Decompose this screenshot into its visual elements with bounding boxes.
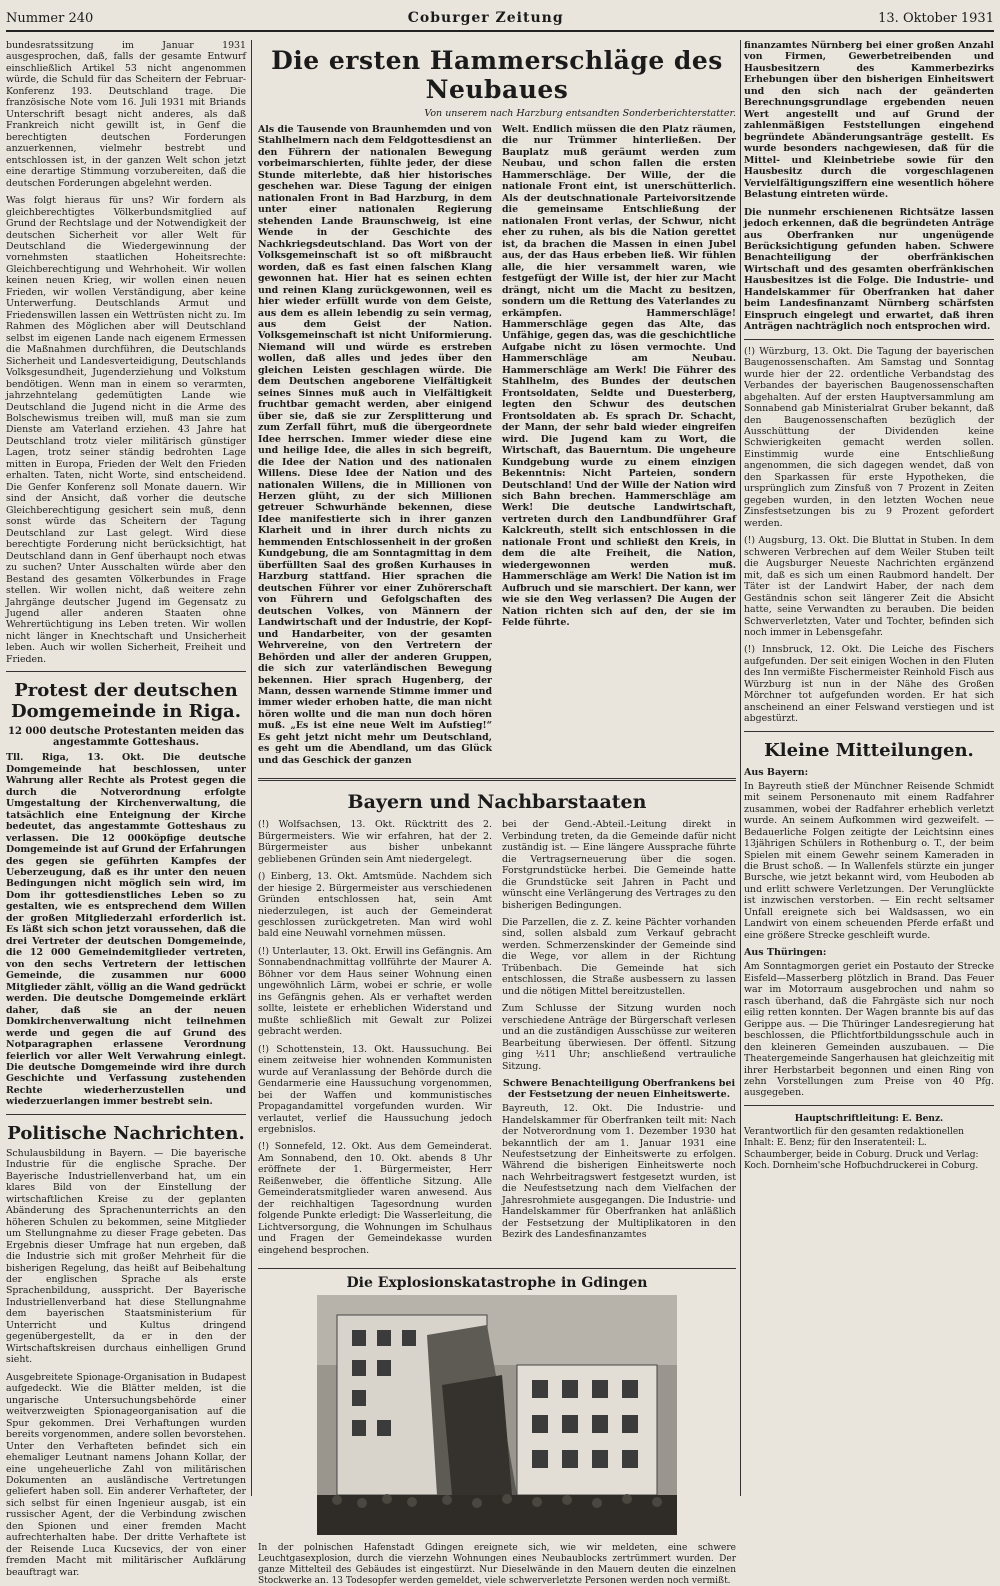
lead-byline: Von unserem nach Harzburg entsandten Sonderberichterstatter. bbox=[424, 108, 736, 119]
column-rule bbox=[251, 40, 252, 1496]
region-heading: Aus Bayern: bbox=[744, 766, 809, 778]
building-ruin-image bbox=[317, 1295, 677, 1535]
lead-text-right: Welt. Endlich müssen die den Platz räumen, die nur Trümmer hinterließen. Der Bauplatz muß geräumt werden zum Neubau, und schon fallen die ersten Hammerschläge. Der Wille, der die nationale Front eint, ist unerschütterlich. Als der deutschnationale Parteivorsitzende die gemeinsame Entschließung der nationalen Front verlas, der Schwur, nicht eher zu ruhen, als bis die Nation gerettet ist, da brachen die Massen in einen Jubel aus, der das Haus erbeben ließ. Wir fühlen alle, die hier versammelt waren, wie festgefügt der Wille ist, der hier zur Macht drängt, nicht um die Macht zu besitzen, sondern um die Rettung des Vaterlandes zu erkämpfen. Hammerschläge! Hammerschläge gegen das Alte, das Unfähige, gegen das, was die geschichtliche Aufgabe nicht zu lösen vermochte. Und Hammerschläge am Neubau. Hammerschläge am Werk! Die Führer des Stahlhelm, des Bundes der deutschen Frontsoldaten, Seldte und Duesterberg, legten den Schwur des deutschen Frontsoldaten ab. Es sprach Dr. Schacht, der Mann, der sehr bald wieder eingreifen wird. Die Jugend kam zu Wort, die Wirtschaft, das Bauerntum. Die ungeheure Kundgebung wurde zu einem einzigen Bekenntnis: Nicht Parteien, sondern Deutschland! Und der Wille der Nation wird sich Bahn brechen. Hammerschläge am Werk! Die deutsche Landwirtschaft, vertreten durch den Landbundführer Graf Kalckreuth, stellt sich entschlossen in die nationale Front und schließt den Kreis, in dem die alte Freiheit, die Nation, wiedergewonnen werden muß. Hammerschläge am Werk! Die Nation ist im Aufbruch und sie marschiert. Der kann, wer wie sie den Weg verlassen? Die Augen der Nation richten sich auf den, der sie im Felde führte. bbox=[502, 124, 736, 629]
riga-headline: Protest der deutschen Domgemeinde in Riga. bbox=[11, 680, 241, 723]
news-item: () Einberg, 13. Okt. Amtsmüde. Nachdem sich der hiesige 2. Bürgermeister aus verschiedenen Gründen entschlossen hat, sein Amt niederzulegen, ist auch der Gemeinderat geschlossen zurückgetreten. Man wird wohl bald eine Neuwahl vornehmen müssen. bbox=[258, 871, 492, 940]
news-item: (!) Unterlauter, 13. Okt. Erwill ins Gefängnis. Am Sonnabendnachmittag vollführte der Maurer A. Böhner vor dem Haus seiner Wohnung einen ungewöhnlich Lärm, wobei er schrie, er wolle ins Gefängnis gehen. Als er verhaftet werden sollte, leistete er erheblichen Widerstand und mußte schließlich mit Gewalt zur Polizei gebracht werden. bbox=[258, 945, 492, 1038]
oberfranken-text: Bayreuth, 12. Okt. Die Industrie- und Handelskammer für Oberfranken teilt mit: Nach der Notverordnung vom 1. Dezember 1930 hat bekanntlich der am 1. Januar 1931 eine Neufestsetzung der Einheitswerte zu erfolgen. Während die bisherigen Einheitswerte noch nach Wehrbeitragswert festgesetzt wurden, ist die Neufestsetzung nach dem Vielfachen der Jahresrohmiete ausgegangen. Die Industrie- und Handelskammer für Oberfranken hat anläßlich der Festsetzung der Multiplikatoren in den Bezirk des Landesfinanzamtes bbox=[502, 1103, 736, 1241]
news-item: In Bayreuth stieß der Münchner Reisende Schmidt mit seinem Personenauto mit einem Radfahrer zusammen, wobei der Radfahrer erheblich verletzt wurde. An seinem Aufkommen wird gezweifelt. — Bedauerliche Folgen zeitigte der Leichtsinn eines 13jährigen Schülers in Rothenburg o. T., der beim Spielen mit einem Gewehr seinem Kameraden in die Brust schoß. — In Wallenfels stürzte ein junger Bursche, wie jetzt bekannt wird, vom Heuboden ab und erlitt schwere Verletzungen. Der Verunglückte ist inzwischen verstorben. — Ein recht seltsamer Unfall ereignete sich bei Waldsassen, wo ein Landwirt von einem scheuenden Pferde erfaßt und eine größere Strecke geschleift wurde. bbox=[744, 780, 994, 941]
divider bbox=[744, 731, 994, 732]
article-text: finanzamtes Nürnberg bei einer großen Anzahl von Firmen, Gewerbetreibenden und Hausbesitzern des Kammerbezirks Erhebungen über den bisherigen Einheitswert und den sich nach der geänderten Berechnungsgrundlage ergebenden neuen Wert angestellt und auf Grund der zahlenmäßigen Feststellungen eingehend begründete Abänderungsanträge gestellt. Es wurde besonders nachgewiesen, daß für die Mittel- und Kleinbetriebe sowie für den Hausbesitz durch die vorgeschlagenen Vervielfältigungsziffern eine wesentlich höhere Belastung eintreten würde. bbox=[744, 40, 994, 201]
news-item: Zum Schlusse der Sitzung wurden noch verschiedene Anträge der Bürgerschaft verlesen und an die zuständigen Ausschüsse zur weiteren Bearbeitung überwiesen. Der öffentl. Sitzung ging ½11 Uhr; anschließend vertrauliche Sitzung. bbox=[502, 1003, 736, 1072]
riga-text: Tll. Riga, 13. Okt. Die deutsche Domgemeinde hat beschlossen, unter Wahrung aller Rechte als Protest gegen die durch die Notverordnung erfolgte Umgestaltung der Kirchenverwaltung, die tatsächlich eine Enteignung der Kirche bedeutet, das angestammte Gotteshaus zu verlassen. Die 12 000köpfige deutsche Domgemeinde ist auf Grund der Erfahrungen des gegen sie geführten Kampfes der Ueberzeugung, daß es ihr unter den neuen Bedingungen nicht möglich sein wird, im Dom ihr gottesdienstliches Leben so zu gestalten, wie es entsprechend dem Willen der großen Mitgliederzahl erforderlich ist. Es läßt sich schon jetzt voraussehen, daß die drei Vertreter der deutschen Domgemeinde, die 12 000 Gemeindemitglieder vertreten, von den sechs Vertretern der lettischen Gemeinde, die zusammen nur 6000 Mitglieder zählt, völlig an die Wand gedrückt werden. Die deutsche Domgemeinde erklärt daher, daß sie an der neuen Domkirchenverwaltung nicht teilnehmen werde und gegen die auf Grund des Notparagraphen erlassene Verordnung feierlich vor aller Welt Verwahrung einlegt. Die deutsche Domgemeinde wird ihre durch Geschichte und Verfassung zustehenden Rechte wiederherzustellen und wiederzuerlangen immer bestrebt sein. bbox=[6, 752, 246, 1108]
column-middle bbox=[258, 40, 736, 1586]
photo-caption: In der polnischen Hafenstadt Gdingen ereignete sich, wie wir meldeten, eine schwere Leuchtgasexplosion, durch die vierzehn Wohnungen eines Neubaublocks zertrümmert wurden. Der ganze Mittelteil des Gebäudes ist eingestürzt. Nur Dieselwände in den Mauern deuten die einzelnen Stockwerke an. 13 Todesopfer werden gemeldet, viele schwerverletzte Personen werden noch vermißt. bbox=[258, 1543, 736, 1586]
news-item: (!) Wolfsachsen, 13. Okt. Rücktritt des 2. Bürgermeisters. Wie wir erfahren, hat der 2. Bürgermeister aus bisher unbekannt gebliebenen Gründen sein Amt niedergelegt. bbox=[258, 819, 492, 865]
article-text: bundesratssitzung im Januar 1931 ausgesprochen, daß, falls der gesamte Entwurf einschließlich Artikel 53 nicht angenommen würde, die Schuld für das Scheitern der Februar-Konferenz 193. Deutschland trage. Die französische Note vom 16. Juli 1931 mit Briands Unterschrift besagt nicht anderes, als daß Frankreich nicht gewillt ist, in Genf die berechtigten deutschen Forderungen anzuerkennen, vielmehr bestrebt und entschlossen ist, in der ganzen Welt schon jetzt eine derartige Stimmung vorzubereiten, daß die deutschen Forderungen abgelehnt werden. bbox=[6, 40, 246, 189]
photo-headline: Die Explosionskatastrophe in Gdingen bbox=[346, 1275, 648, 1292]
lead-body bbox=[258, 124, 736, 772]
lead-text-left: Als die Tausende von Braunhemden und von Stahlhelmern nach dem Feldgottesdienst an den Führern der nationalen Bewegung vorbeimarschierten, fühlte jeder, der diese Stunde miterlebte, daß hier historisches geschehen war. Diese Tagung der einigen nationalen Front in Bad Harzburg, in dem unter einer nationalen Regierung stehenden Lande Braunschweig, ist eine Wende in der Geschichte des Nachkriegsdeutschland. Das Wort von der Volksgemeinschaft ist so oft mißbraucht worden, daß es fast einen falschen Klang gewonnen hat. Hier hat es seinen echten und reinen Klang zurückgewonnen, weil es hier wieder erfüllt wurde von dem Geiste, aus dem es allein lebendig zu sein vermag, aus dem Geist der Nation. Volksgemeinschaft ist nicht Uniformierung. Niemand will und würde es erstreben wollen, daß alles und jedes über den gleichen Leisten geschlagen würde. Die dem Deutschen angeborene Vielfältigkeit seines Sinnes muß auch in Vielfältigkeit fruchtbar gemacht werden, aber einigend über sie, daß sie zur Zersplitterung und zum Zerfall führt, muß die übergeordnete Idee herrschen. Immer wieder diese eine und heilige Idee, die alles in sich begreift, die Idee der Nation und des nationalen Willens. Diese Idee der Nation und des nationalen Willens, die in Millionen von Herzen glüht, zu der sich Millionen getreuer Schwurhände bekennen, diese Idee manifestierte sich in ihrer ganzen Klarheit und in ihrer durch nichts zu hemmenden Entschlossenheit in der großen Kundgebung, die am Sonntagmittag in dem überfüllten Saal des großen Kurhauses in Harzburg stattfand. Hier sprachen die deutschen Führer vor einer Zuhörerschaft von Führern und Gefolgschaften des deutschen Volkes, von Männern der Landwirtschaft und der Industrie, der Kopf- und Handarbeiter, von der gesamten Wehrvereine, von den Vertretern der Behörden und aller der anderen Gruppen, die sich zur vaterländischen Bewegung bekennen. Hier sprach Hugenberg, der Mann, dessen warnende Stimme immer und immer wieder erhoben hatte, die man nicht hören wollte und die man nun doch hören muß. „Es ist eine neue Welt im Aufstieg!“ Es geht jetzt nicht mehr um Deutschland, es geht um die Abendland, um das Glück und das Geschick der ganzen bbox=[258, 124, 492, 766]
lead-headline: Die ersten Hammerschläge des Neubaues bbox=[271, 46, 723, 104]
article-text: Was folgt hieraus für uns? Wir fordern als gleichberechtigtes Völkerbundsmitglied auf Grund der Rechtslage und der Notwendigkeit der deutschen Sicherheit vor aller Welt für Deutschland die Wiedergewinnung der vornehmsten staatlichen Hoheitsrechte: Gleichberechtigung und Wehrhoheit. Wir wollen keinen neuen Krieg, wir wollen einen neuen Frieden, wir wollen Verständigung, aber keine Unterwerfung. Deutschlands Armut und Friedenswillen lassen ein Wettrüsten nicht zu. Im Rahmen des Möglichen aber will Deutschland selbst im eigenen Lande nach eigenem Ermessen die Maßnahmen durchführen, die Deutschlands Sicherheit und Landesverteidigung, Deutschlands Volksgesundheit, Jugenderziehung und Volkstum bendötigen. Wenn man in einem so verarmten, jahrzehntelang gedemütigten Lande wie Deutschland die Jugend nicht in die Arme des Bolschewismus treiben will, muß man sie zum Dienste am Vaterland erziehen. 43 Jahre hat Deutschland trotz vieler militärisch günstiger Lagen, trotz seiner ständig bedrohten Lage mitten in Europa, Frieden der Welt den Frieden erhalten. Taten, nicht Worte, sind entscheidend. Die Genfer Konferenz soll Monate dauern. Wir sind der Ansicht, daß vorher die deutsche Gleichberechtigung gesichert sein muß, denn sonst würde das Scheitern der Tagung Deutschland zur Last gelegt. Wird diese berechtigte Forderung nicht berücksichtigt, hat Deutschland dann in Genf überhaupt noch etwas zu suchen? Unter Ausschalten würde aber den Bestand des gesamten Völkerbundes in Frage stellen. Wir wollen nicht, daß weitere zehn Jahrgänge deutscher Jugend im Gegensatz zu Jugend aller anderen Staaten ohne Wehrertüchtigung ins Leben treten. Wir wollen nicht länger in Knechtschaft und Unsicherheit leben. Auch wir wollen Sicherheit, Freiheit und Frieden. bbox=[6, 195, 246, 665]
divider bbox=[744, 339, 994, 340]
politics-text: Schulausbildung in Bayern. — Die bayerische Industrie für die englische Sprache. Der Bayerische Industriellenverband hat, um ein klares Bild von der Einstellung der wirtschaftlichen Kreise zu der geplanten Abänderung des Sprachenunterrichts an den höheren Schulen zu bekommen, seine Mitglieder um Stellungnahme zu dieser Frage gebeten. Das Ergebnis dieser Umfrage hat nun ergeben, daß die Industrie sich mit großer Mehrheit für die bisherigen Regelung, das heißt auf Beibehaltung der englischen Sprache als erste Sprachenbildung, ausspricht. Der Bayerische Industriellenverband hat diese Stellungnahme dem bayerischen Staatsministerium für Unterricht und Kultus dringend gegenübergestellt, da er in den der Wirtschaftskreisen durchaus einhelligen Grund sieht. bbox=[6, 1147, 246, 1366]
imprint-body: Verantwortlich für den gesamten redaktionellen Inhalt: E. Benz; für den Inseratenteil: L. Schaumberger, beide in Coburg. Druck und Verlag: Koch. Dornheim'sche Hofbuchdruckerei in Coburg. bbox=[744, 1127, 979, 1171]
imprint-head: Hauptschriftleitung: E. Benz. bbox=[794, 1113, 944, 1124]
riga-subheadline: 12 000 deutsche Protestanten meiden das angestammte Gotteshaus. bbox=[8, 726, 244, 749]
imprint bbox=[744, 1114, 994, 1172]
issue-number: Nummer 240 bbox=[6, 10, 94, 26]
politics-headline: Politische Nachrichten. bbox=[7, 1122, 245, 1144]
news-item: Am Sonntagmorgen geriet ein Postauto der Strecke Eisfeld—Masserberg plötzlich in Brand. Das Feuer war im Motorraum ausgebrochen und nahm so rasch überhand, daß die Fahrgäste sich nur noch eilig retten konnten. Der Wagen brannte bis auf das Gerippe aus. — Die Thüringer Landesregierung hat beschlossen, die Pflichtfortbildungsschule auch in den kleineren Gemeinden auszubauen. — Die Theatergemeinde Sangerhausen hat gleichzeitig mit ihrer Herbstarbeit begonnen und einen Ring von zehn Vorstellungen zum Preise von 40 Pfg. ausgegeben. bbox=[744, 961, 994, 1099]
small-news-headline: Kleine Mitteilungen. bbox=[764, 739, 974, 761]
bayern-headline: Bayern und Nachbarstaaten bbox=[347, 791, 647, 814]
news-item: bei der Gend.-Abteil.-Leitung direkt in Verbindung treten, da die Gemeinde dafür nicht zuständig ist. — Eine längere Aussprache führte die Vertragserneuerung über die sogen. Forstgrundstücke herbei. Die Gemeinde hatte die Grundstücke seit Jahren in Pacht und wünscht eine Verlängerung des Vertrages zu den bisherigen Bedingungen. bbox=[502, 819, 736, 911]
news-item: (!) Schottenstein, 13. Okt. Haussuchung. Bei einem zeitweise hier wohnenden Kommunisten wurde auf Veranlassung der Behörde durch die Gendarmerie eine Haussuchung vorgenommen, bei der Waffen und kommunistisches Propagandamittel vorgefunden wurden. Wir verlautet, verlief die Haussuchung jedoch ergebnislos. bbox=[258, 1043, 492, 1135]
news-item: Die Parzellen, die z. Z. keine Pächter vorhanden sind, sollen alsbald zum Verkauf gebracht werden. Schmerzenskinder der Gemeinde sind die Wege, vor allem in der Richtung Trübenbach. Die Gemeinde hat sich entschlossen, die Straße ausbessern zu lassen und die nötigen Mittel bereitzustellen. bbox=[502, 917, 736, 997]
column-left bbox=[6, 40, 246, 1578]
news-item: (!) Innsbruck, 12. Okt. Die Leiche des Fischers aufgefunden. Der seit einigen Wochen in den Fluten des Inn vermißte Fischermeister Reinhold Fisch aus Würzburg ist nun in der Nähe des Großen Mörchner tot aufgefunden worden. Er hat sich anscheinend an einer Felswand verstiegen und ist abgestürzt. bbox=[744, 644, 994, 725]
news-item: (!) Sonnefeld, 12. Okt. Aus dem Gemeinderat. Am Sonnabend, den 10. Okt. abends 8 Uhr eröffnete der 1. Bürgermeister, Herr Reißenweber, die öffentliche Sitzung. Alle Gemeinderatsmitglieder waren anwesend. Aus der reichhaltigen Tagesordnung wurden folgende Punkte erledigt: Die Wasserleitung, die Lichtversorgung, die Wohnungen im Schulhaus und Fragen der Gemeindekasse wurden eingehend besprochen. bbox=[258, 1141, 492, 1256]
politics-text: Ausgebreitete Spionage-Organisation in Budapest aufgedeckt. Wie die Blätter melden, ist die ungarische Untersuchungsbehörde einer weitverzweigten Spionageorganisation auf die Spur gekommen. Drei Verhaftungen wurden bereits vorgenommen, andere sollen bevorstehen. Unter den Verhafteten befindet sich ein ehemaliger Leutnant namens Johann Kollar, der eine ungeheuerliche Zahl von militärischen Dokumenten an ausländische Vertretungen geliefert haben soll. Ein anderer Verhafteter, der sich selbst für einen Ingenieur ausgab, ist ein russischer Agent, der die Verbindung zwischen den Spionen und einer fremden Macht aufrechterhalten habe. Der dritte Verhaftete ist der Reisende Luca Kucsevics, der von einer fremden Macht mit militärischer Aufklärung beauftragt war. bbox=[6, 1371, 246, 1578]
issue-date: 13. Oktober 1931 bbox=[878, 10, 994, 26]
column-rule bbox=[740, 40, 741, 1496]
column-right bbox=[744, 40, 994, 1496]
article-text: Die nunmehr erschienenen Richtsätze lassen jedoch erkennen, daß die begründeten Anträge aus Oberfranken nur ungenügende Berücksichtigung gefunden haben. Schwere Benachteiligung der oberfränkischen Wirtschaft und des gesamten oberfränkischen Hausbesitzes ist die Folge. Die Industrie- und Handelskammer für Oberfranken hat daher beim Landesfinanzamt Nürnberg schärfsten Einspruch eingelegt und erwartet, daß ihren Anträgen nachträglich noch entsprochen wird. bbox=[744, 206, 994, 333]
explosion-photo bbox=[258, 1295, 736, 1539]
divider bbox=[6, 1114, 246, 1115]
divider bbox=[744, 1105, 994, 1106]
oberfranken-headline: Schwere Benachteiligung Oberfrankens bei der Festsetzung der neuen Einheitswerte. bbox=[502, 1078, 736, 1101]
masthead bbox=[6, 6, 994, 32]
region-heading: Aus Thüringen: bbox=[744, 947, 827, 959]
bayern-body bbox=[258, 819, 736, 1262]
paper-name: Coburger Zeitung bbox=[407, 10, 564, 26]
news-item: (!) Würzburg, 13. Okt. Die Tagung der bayerischen Baugenossenschaften. Am Samstag und Sonntag wurde hier der 22. ordentliche Verbandstag des Verbandes der bayerischen Baugenossenschaften abgehalten. Auf der ersten Hauptversammlung am Sonnabend gab Ministerialrat Gruber bekannt, daß den Baugenossenschaften bezüglich der Ausschüttung der Dividenden keine Schwierigkeiten gemacht werden sollen. Einstimmig wurde eine Entschließung angenommen, die sich dagegen wendet, daß von den Sparkassen für erste Hypotheken, die ursprünglich zum Zinsfuß von 7 Prozent in Zeiten gegeben wurden, in den letzten Wochen neue Zinsfestsetzungen bis zu 9 Prozent gefordert werden. bbox=[744, 345, 994, 529]
divider bbox=[258, 1268, 736, 1269]
divider bbox=[258, 778, 736, 781]
news-item: (!) Augsburg, 13. Okt. Die Bluttat in Stuben. In dem schweren Verbrechen auf dem Weiler Stuben teilt die Augsburger Neueste Nachrichten ergänzend mit, daß es sich um einen Raubmord handelt. Der Täter ist der Landwirt Haber, der nach dem Geständnis schon seit längerer Zeit die Absicht hatte, seine Verwandten zu berauben. Die beiden Schwerverletzten, Vater und Tochter, befinden sich noch immer in Lebensgefahr. bbox=[744, 535, 994, 638]
divider bbox=[6, 671, 246, 672]
